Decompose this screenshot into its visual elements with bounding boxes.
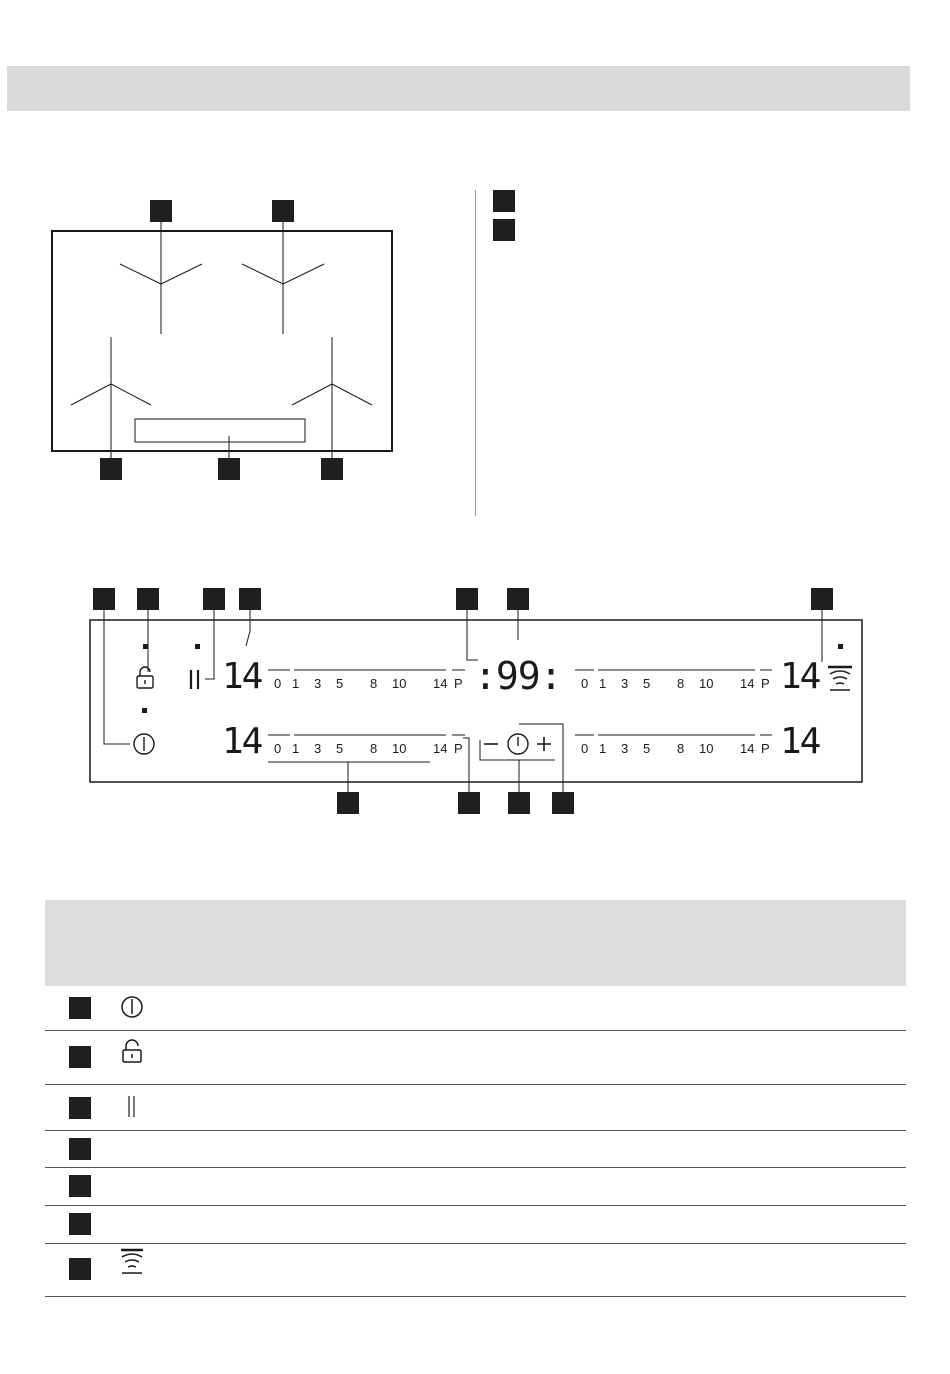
heat-scale-bottom-left[interactable] bbox=[268, 741, 468, 757]
legend-marker bbox=[493, 219, 515, 241]
table-row-divider bbox=[45, 1167, 906, 1168]
legend-text-1 bbox=[522, 192, 902, 210]
callout-marker bbox=[203, 588, 225, 610]
heat-level-label[interactable]: 0 bbox=[581, 741, 589, 756]
heat-level-label[interactable]: 5 bbox=[336, 741, 344, 756]
table-row-marker bbox=[69, 1046, 91, 1068]
hob-control-panel-outline bbox=[135, 419, 305, 442]
heat-level-label[interactable]: P bbox=[761, 741, 770, 756]
heat-level-label[interactable]: 8 bbox=[370, 676, 378, 691]
callout-marker bbox=[272, 200, 294, 222]
heat-level-label[interactable]: 3 bbox=[314, 676, 322, 691]
heat-level-label[interactable]: 1 bbox=[292, 676, 300, 691]
table-row-marker bbox=[69, 1175, 91, 1197]
heat-level-label[interactable]: 1 bbox=[599, 741, 607, 756]
table-row-divider bbox=[45, 1296, 906, 1297]
cooking-zone-top-right bbox=[242, 221, 324, 334]
table-row-text bbox=[170, 1099, 890, 1117]
cooking-zone-bottom-right bbox=[292, 337, 372, 459]
callout-marker bbox=[218, 458, 240, 480]
heat-level-label[interactable]: 14 bbox=[433, 741, 448, 756]
table-row-text bbox=[170, 1048, 890, 1066]
callout-marker bbox=[337, 792, 359, 814]
heat-level-label[interactable]: 5 bbox=[336, 676, 344, 691]
callout-marker bbox=[458, 792, 480, 814]
table-row-marker bbox=[69, 1138, 91, 1160]
timer-plus-icon bbox=[537, 737, 551, 751]
hob-outline bbox=[52, 231, 392, 451]
heat-level-label[interactable]: 10 bbox=[699, 676, 714, 691]
heat-level-label[interactable]: 8 bbox=[370, 741, 378, 756]
heat-level-label[interactable]: 3 bbox=[314, 741, 322, 756]
heat-level-label[interactable]: 14 bbox=[433, 676, 448, 691]
power-icon bbox=[118, 992, 148, 1022]
heat-level-label[interactable]: 0 bbox=[274, 741, 282, 756]
table-row-marker bbox=[69, 997, 91, 1019]
legend-text-2 bbox=[522, 221, 902, 239]
heat-level-label[interactable]: 0 bbox=[581, 676, 589, 691]
timer-icon bbox=[508, 734, 528, 754]
hob2hood-icon bbox=[118, 1247, 148, 1277]
heat-level-label[interactable]: 10 bbox=[392, 676, 407, 691]
heat-level-label[interactable]: 5 bbox=[643, 676, 651, 691]
indicator-dot bbox=[143, 644, 148, 649]
table-row-text bbox=[170, 1260, 890, 1278]
heat-level-label[interactable]: 8 bbox=[677, 676, 685, 691]
pause-icon bbox=[191, 670, 198, 689]
pause-icon bbox=[118, 1092, 148, 1122]
column-divider bbox=[475, 190, 476, 516]
table-row-divider bbox=[45, 1205, 906, 1206]
heat-scale-bottom-right[interactable] bbox=[575, 741, 775, 757]
table-row-text bbox=[170, 1177, 890, 1195]
heat-scale-top-right[interactable] bbox=[575, 676, 775, 692]
control-panel-outline bbox=[90, 620, 862, 782]
table-header bbox=[45, 900, 906, 986]
table-row-marker bbox=[69, 1258, 91, 1280]
heat-level-label[interactable]: 14 bbox=[740, 741, 755, 756]
table-row-divider bbox=[45, 1130, 906, 1131]
heat-level-label[interactable]: 1 bbox=[599, 676, 607, 691]
zone-display-bottom-right: 14 bbox=[780, 721, 820, 762]
table-row-divider bbox=[45, 1243, 906, 1244]
heat-level-label[interactable]: 10 bbox=[699, 741, 714, 756]
heat-level-label[interactable]: 1 bbox=[292, 741, 300, 756]
heat-level-label[interactable]: 10 bbox=[392, 741, 407, 756]
lock-icon bbox=[137, 667, 153, 688]
legend-marker bbox=[493, 190, 515, 212]
indicator-dot bbox=[838, 644, 843, 649]
callout-marker bbox=[150, 200, 172, 222]
indicator-dot bbox=[195, 644, 200, 649]
callout-marker bbox=[508, 792, 530, 814]
heat-scale-top-left[interactable] bbox=[268, 676, 468, 692]
leader-lines bbox=[104, 610, 822, 792]
heat-level-label[interactable]: 3 bbox=[621, 741, 629, 756]
heat-level-label[interactable]: P bbox=[454, 741, 463, 756]
table-row-text bbox=[170, 1215, 890, 1233]
heat-level-label[interactable]: 5 bbox=[643, 741, 651, 756]
cooking-zone-bottom-left bbox=[71, 337, 151, 459]
zone-display-bottom-left: 14 bbox=[222, 721, 262, 762]
callout-marker bbox=[507, 588, 529, 610]
table-row-text bbox=[170, 1140, 890, 1158]
cooking-zone-top-left bbox=[120, 221, 202, 334]
lock-icon bbox=[118, 1037, 148, 1067]
callout-marker bbox=[456, 588, 478, 610]
zone-display-top-right: 14 bbox=[780, 656, 820, 697]
zone-display-top-left: 14 bbox=[222, 656, 262, 697]
power-icon bbox=[134, 734, 154, 754]
indicator-dot bbox=[142, 708, 147, 713]
timer-display: :99: bbox=[474, 654, 562, 698]
heat-level-label[interactable]: P bbox=[761, 676, 770, 691]
table-row-divider bbox=[45, 1084, 906, 1085]
hob2hood-icon bbox=[828, 667, 852, 690]
callout-marker bbox=[811, 588, 833, 610]
table-row-divider bbox=[45, 1030, 906, 1031]
heat-level-label[interactable]: P bbox=[454, 676, 463, 691]
table-row-marker bbox=[69, 1213, 91, 1235]
heat-level-label[interactable]: 0 bbox=[274, 676, 282, 691]
heat-level-label[interactable]: 3 bbox=[621, 676, 629, 691]
table-row-marker bbox=[69, 1097, 91, 1119]
callout-marker bbox=[137, 588, 159, 610]
callout-marker bbox=[321, 458, 343, 480]
callout-marker bbox=[100, 458, 122, 480]
heat-level-label[interactable]: 14 bbox=[740, 676, 755, 691]
callout-marker bbox=[239, 588, 261, 610]
heat-level-label[interactable]: 8 bbox=[677, 741, 685, 756]
table-row-text bbox=[170, 999, 890, 1017]
callout-marker bbox=[552, 792, 574, 814]
callout-marker bbox=[93, 588, 115, 610]
